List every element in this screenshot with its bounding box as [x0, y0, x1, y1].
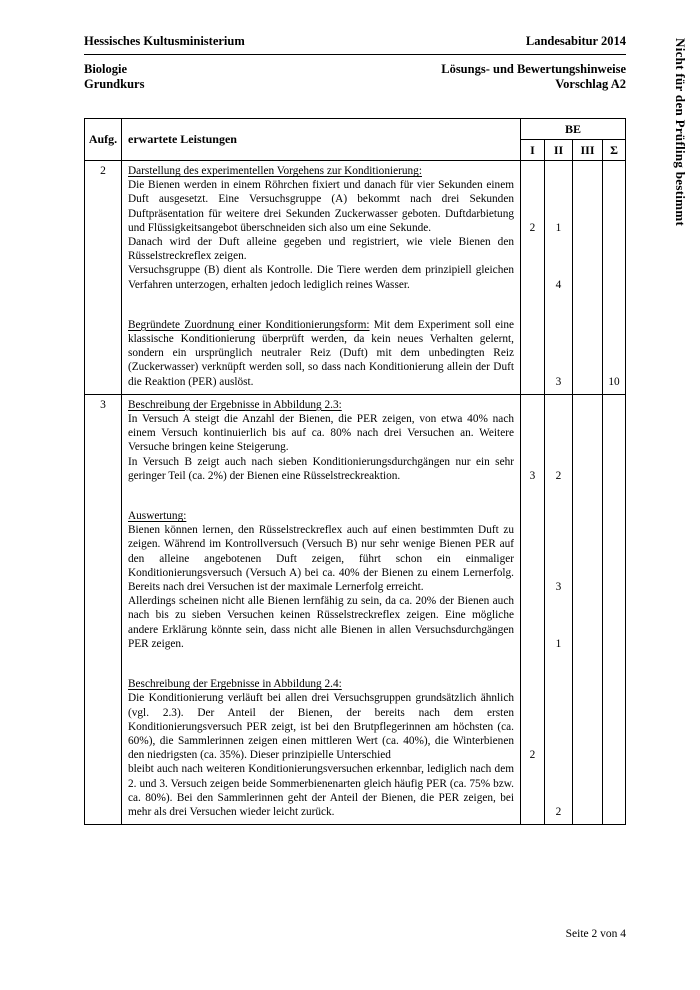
be-mark-iii	[572, 483, 602, 509]
answer-text	[121, 651, 520, 677]
be-mark-iii	[572, 762, 602, 824]
be-mark-iii	[572, 263, 602, 291]
content-block	[85, 677, 625, 762]
column-header-be: BE	[520, 119, 625, 140]
aufgabe-number	[85, 509, 121, 594]
column-header-erwartete-leistungen: erwartete Leistungen	[121, 119, 520, 160]
side-note-vertical: Nicht für den Prüfling bestimmt	[673, 38, 688, 227]
section-heading: Auswertung:	[128, 510, 187, 523]
course-title: Grundkurs	[84, 77, 145, 91]
be-mark-sum	[602, 455, 625, 483]
content-block	[85, 455, 625, 483]
be-mark-i	[520, 483, 544, 509]
be-mark-ii: 1	[544, 594, 572, 651]
be-mark-iii	[572, 509, 602, 594]
column-header-sigma: Σ	[602, 140, 625, 160]
column-header-aufg: Aufg.	[88, 132, 118, 146]
be-mark-sum	[602, 292, 625, 318]
aufgabe-number	[85, 455, 121, 483]
be-mark-sum	[602, 594, 625, 651]
document-body	[84, 34, 626, 825]
be-mark-sum	[602, 509, 625, 594]
be-mark-sum	[602, 651, 625, 677]
content-block	[85, 762, 625, 824]
be-mark-iii	[572, 318, 602, 394]
proposal-title: Vorschlag A2	[555, 77, 626, 91]
be-mark-sum	[602, 161, 625, 235]
be-mark-i	[520, 594, 544, 651]
content-block	[85, 263, 625, 291]
aufgabe-number	[85, 292, 121, 318]
content-block	[85, 318, 625, 394]
content-block	[85, 483, 625, 509]
be-mark-iii	[572, 395, 602, 455]
results-table	[84, 118, 626, 825]
be-mark-sum: 10	[602, 318, 625, 394]
be-mark-i	[520, 235, 544, 263]
page-number: Seite 2 von 4	[565, 928, 626, 940]
aufgabe-row	[85, 394, 625, 824]
be-mark-i	[520, 509, 544, 594]
answer-text	[121, 677, 520, 762]
content-block	[85, 651, 625, 677]
paragraph-text: Bienen können lernen, den Rüsselstreckreflex auch auf einen bestimmten Duft zu zeigen. Während im Kontrollversuch (Versuch B) nur sehr wenige Bienen PER auf den alleine angebotenen Duft zeigen, führt schon ein einmaliger Konditionierungsversuch (Versuch A) bei ca. 40% der Bienen zu einem Lernerfolg. Bereits nach drei Versuchen ist der maximale Lernerfolg erreicht.	[128, 524, 514, 594]
aufgabe-number	[85, 318, 121, 394]
be-mark-ii: 3	[544, 509, 572, 594]
answer-text: bleibt auch nach weiteren Konditionierungsversuchen erkennbar, lediglich nach dem 2. und 3. Versuch zeigen beide Sommerbienenarten gleich häufig PER (ca. 75% bzw. ca. 80%). Bei den Sammlerinnen geht der Anteil der Bienen, die PER zeigen, bei mehr als drei Versuchen wieder leicht zurück.	[121, 762, 520, 824]
answer-text	[121, 509, 520, 594]
be-mark-ii	[544, 395, 572, 455]
exam-title: Landesabitur 2014	[525, 34, 626, 48]
aufgabe-number	[85, 762, 121, 824]
aufgabe-number	[85, 651, 121, 677]
aufgabe-number: 2	[100, 165, 106, 177]
be-mark-i	[520, 263, 544, 291]
be-mark-sum	[602, 762, 625, 824]
document-header-sub	[84, 62, 626, 92]
be-mark-ii: 3	[544, 318, 572, 394]
doc-type-title: Lösungs- und Bewertungshinweise	[441, 62, 626, 76]
aufgabe-number	[85, 677, 121, 762]
be-mark-iii	[572, 161, 602, 235]
content-block	[85, 292, 625, 318]
content-block	[85, 161, 625, 235]
be-mark-ii	[544, 483, 572, 509]
answer-text	[121, 483, 520, 509]
be-mark-ii: 2	[544, 455, 572, 483]
section-heading: Beschreibung der Ergebnisse in Abbildung 2.3:	[128, 398, 342, 411]
table-header	[85, 119, 625, 161]
be-mark-ii	[544, 651, 572, 677]
table-body	[85, 161, 625, 824]
aufgabe-number	[85, 263, 121, 291]
aufgabe-number	[85, 483, 121, 509]
be-mark-sum	[602, 263, 625, 291]
answer-text	[121, 292, 520, 318]
be-mark-iii	[572, 235, 602, 263]
subject-title: Biologie	[84, 62, 128, 76]
column-header-ii: II	[544, 140, 572, 160]
answer-text: Allerdings scheinen nicht alle Bienen lernfähig zu sein, da ca. 20% der Bienen auch nach bis zu sieben Versuchen keinen Rüsselstreckreflex zeigen. Eine mögliche andere Erklärung könnte sein, dass nicht alle Bienen in allen Versuchsdurchgängen PER zeigen.	[121, 594, 520, 651]
be-mark-iii	[572, 594, 602, 651]
answer-text	[121, 395, 520, 455]
be-mark-i: 2	[520, 677, 544, 762]
content-block	[85, 395, 625, 455]
be-mark-i	[520, 395, 544, 455]
be-mark-sum	[602, 395, 625, 455]
be-mark-iii	[572, 292, 602, 318]
be-mark-ii	[544, 235, 572, 263]
be-mark-sum	[602, 677, 625, 762]
content-block	[85, 594, 625, 651]
aufgabe-number	[85, 235, 121, 263]
column-header-iii: III	[572, 140, 602, 160]
doc-type-block	[441, 62, 626, 92]
content-block	[85, 235, 625, 263]
be-mark-i: 3	[520, 455, 544, 483]
subject-course-block	[84, 62, 144, 92]
aufgabe-row	[85, 161, 625, 394]
be-mark-i: 2	[520, 161, 544, 235]
be-mark-i	[520, 762, 544, 824]
section-heading: Beschreibung der Ergebnisse in Abbildung 2.4:	[128, 678, 342, 691]
content-block	[85, 509, 625, 594]
be-mark-i	[520, 318, 544, 394]
paragraph-text: Die Bienen werden in einem Röhrchen fixiert und danach für vier Sekunden einem Duft ausgesetzt. Eine Versuchsgruppe (A) bekommt nach drei Sekunden Duftpräsentation für weitere drei Sekunden Zuckerwasser geboten. Duftdarbietung und Flüssigkeitsangebot überschneiden sich also um eine Sekunde.	[128, 179, 514, 234]
answer-text: In Versuch B zeigt auch nach sieben Konditionierungsdurchgängen nur ein sehr geringer Teil (ca. 2%) der Bienen eine Rüsselstreckreaktion.	[121, 455, 520, 483]
be-mark-i	[520, 651, 544, 677]
aufgabe-number	[85, 594, 121, 651]
section-heading: Darstellung des experimentellen Vorgehens zur Konditionierung:	[128, 165, 422, 177]
answer-text: Danach wird der Duft alleine gegeben und registriert, wie viele Bienen den Rüsselstreckreflex zeigen.	[121, 235, 520, 263]
be-mark-ii	[544, 677, 572, 762]
be-mark-ii: 1	[544, 161, 572, 235]
be-mark-ii: 2	[544, 762, 572, 824]
aufgabe-number: 3	[100, 398, 106, 411]
be-mark-iii	[572, 677, 602, 762]
paragraph-text: Die Konditionierung verläuft bei allen drei Versuchsgruppen grundsätzlich ähnlich (vgl. 2.3). Der Anteil der Bienen, der bereits nach dem ersten Konditionierungsversuch PER zeigt, ist bei den Brutpflegerinnen am höchsten (ca. 60%), die Sammlerinnen zeigen einen mittleren Wert (ca. 40%), die Winterbienen den niedrigsten (ca. 35%). Dieser prinzipielle Unterschied	[128, 692, 514, 762]
be-mark-iii	[572, 455, 602, 483]
ministry-title: Hessisches Kultusministerium	[84, 34, 245, 48]
column-header-i: I	[520, 140, 544, 160]
be-mark-ii: 4	[544, 263, 572, 291]
be-mark-iii	[572, 651, 602, 677]
section-heading: Begründete Zuordnung einer Konditionierungsform:	[128, 318, 370, 331]
be-mark-sum	[602, 483, 625, 509]
be-mark-i	[520, 292, 544, 318]
answer-text	[121, 161, 520, 235]
be-mark-sum	[602, 235, 625, 263]
document-header-top	[84, 34, 626, 55]
be-mark-ii	[544, 292, 572, 318]
answer-text: Begründete Zuordnung einer Konditionierungsform: Mit dem Experiment soll eine klassische Konditionierung überprüft werden, da kein neues Verhalten gelernt, sondern ein ursprünglich neutraler Reiz (Duft) mit dem unbedingten Reiz (Zuckerwasser) verknüpft werden soll, so dass nach Konditionierung allein der Duft die Reaktion (PER) auslöst.	[121, 318, 520, 394]
paragraph-text: In Versuch A steigt die Anzahl der Bienen, die PER zeigen, von etwa 40% nach einem Versuch kontinuierlich bis auf ca. 80% nach drei Versuchen an. Weitere Versuche bringen keine Steigerung.	[128, 413, 514, 454]
answer-text: Versuchsgruppe (B) dient als Kontrolle. Die Tiere werden dem prinzipiell gleichen Verfahren unterzogen, erhalten jedoch lediglich reines Wasser.	[121, 263, 520, 291]
